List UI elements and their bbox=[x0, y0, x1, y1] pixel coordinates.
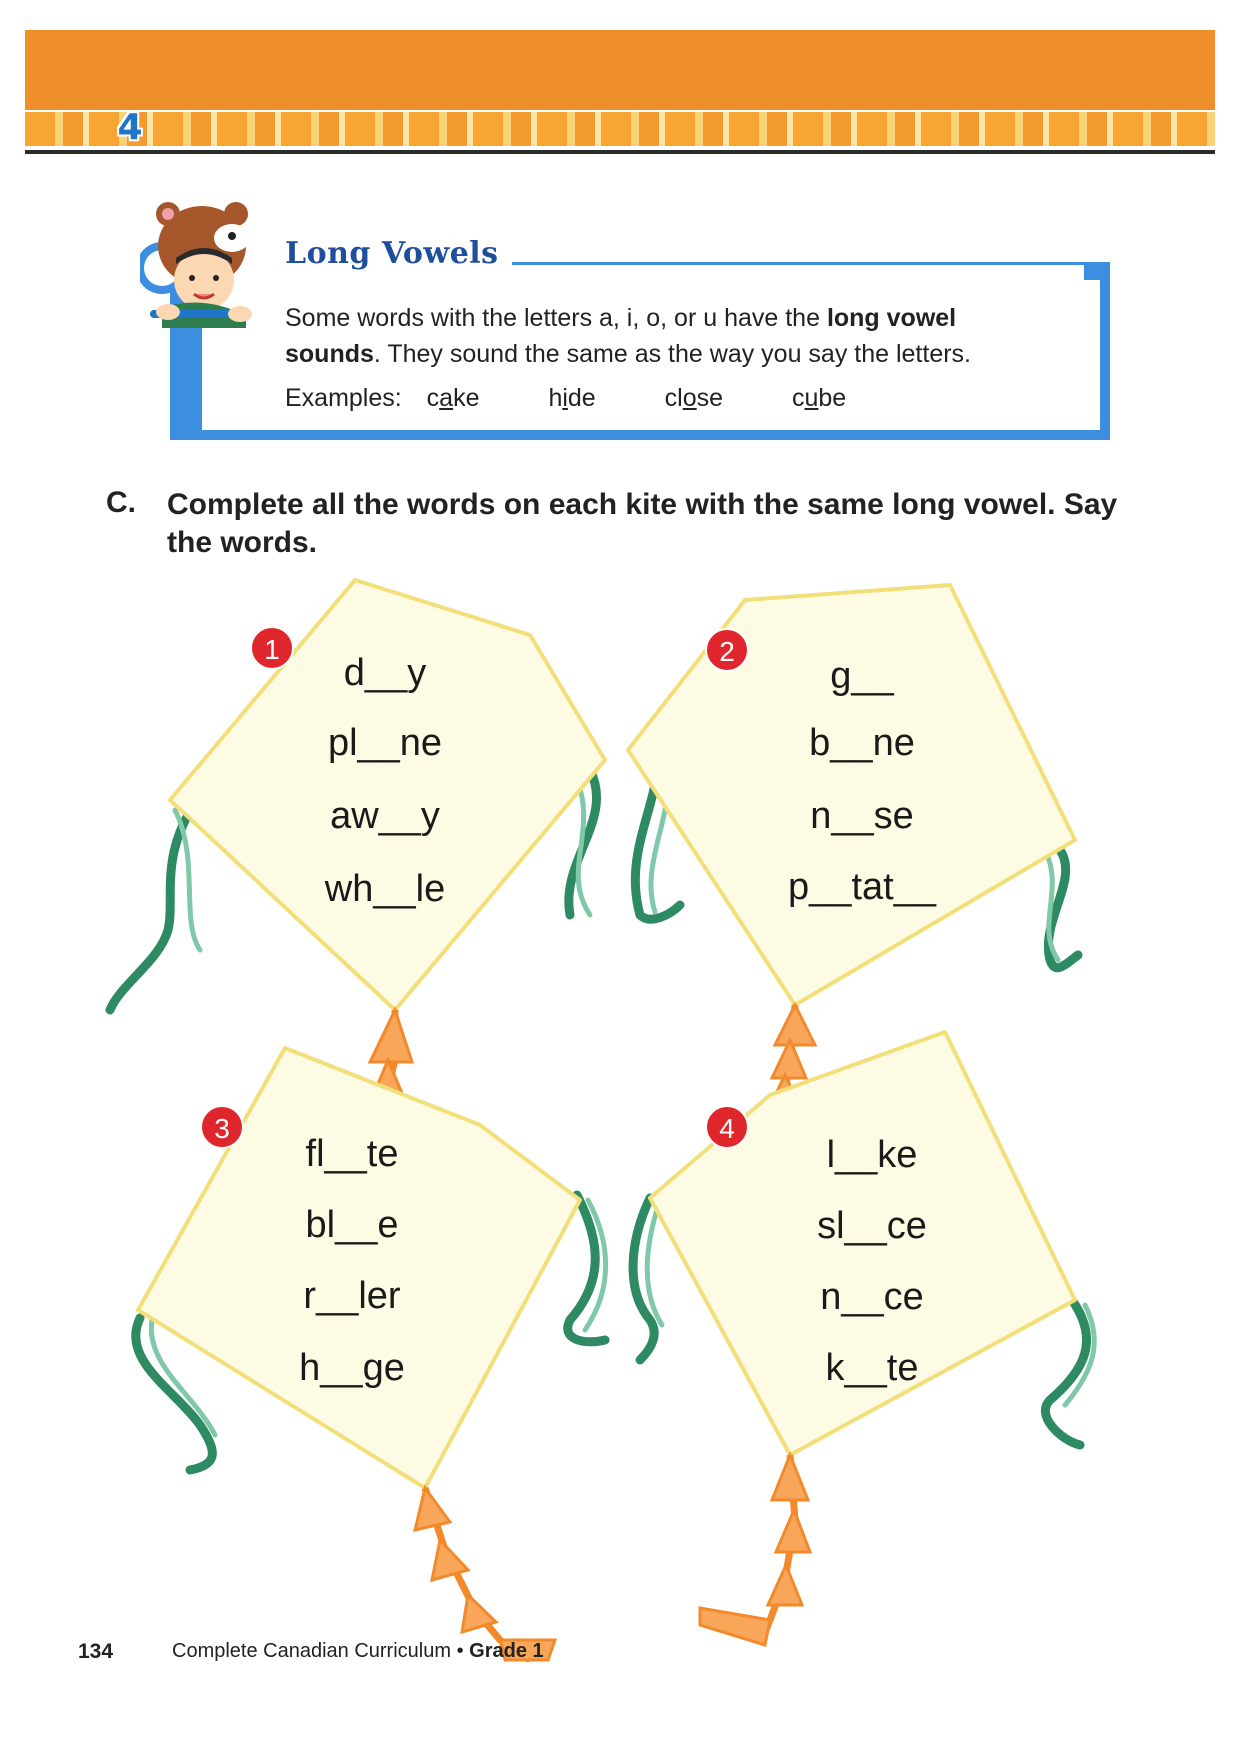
example-word: close bbox=[664, 384, 724, 412]
kite-1-word: d__y bbox=[343, 652, 427, 694]
kite-4-word: l__ke bbox=[826, 1134, 918, 1176]
kite-4-word: sl__ce bbox=[817, 1205, 927, 1247]
kite-3-badge bbox=[201, 1106, 243, 1148]
kite-2-badge bbox=[706, 629, 748, 671]
kite-4-word: n__ce bbox=[820, 1276, 924, 1318]
kite-2-word: g__ bbox=[830, 655, 894, 697]
info-text-bold: long vowel sounds bbox=[285, 304, 957, 368]
unit-number: 4 bbox=[117, 107, 143, 148]
kite-3-word: h__ge bbox=[299, 1347, 405, 1389]
kite-1-word: pl__ne bbox=[327, 722, 443, 764]
info-text-part: Some words with the letters a, i, o, or u have the bbox=[285, 304, 827, 332]
footer-text bbox=[172, 1640, 544, 1663]
instruction-letter: C. bbox=[106, 486, 136, 519]
instruction-text: Complete all the words on each kite with the same long vowel. Say the words. bbox=[167, 488, 1118, 559]
kite-3-word: bl__e bbox=[305, 1204, 399, 1246]
kite-3-word: fl__te bbox=[305, 1133, 399, 1175]
info-text-part: . They sound the same as the way you say the letters. bbox=[373, 340, 971, 368]
example-word: hide bbox=[548, 384, 596, 412]
page-number: 134 bbox=[78, 1640, 114, 1663]
kite-4-word: k__te bbox=[825, 1347, 919, 1389]
examples-label: Examples: bbox=[285, 384, 402, 412]
kite-2-word: b__ne bbox=[809, 722, 915, 764]
kite-1-badge bbox=[251, 627, 293, 669]
kite-1-word: wh__le bbox=[324, 868, 446, 910]
info-title: Long Vowels bbox=[285, 236, 499, 271]
grade-label: Grade 1 bbox=[469, 1640, 544, 1662]
kite-3-tail bbox=[415, 1488, 555, 1660]
kite-1-number: 1 bbox=[264, 634, 280, 665]
kite-4-number: 4 bbox=[719, 1113, 735, 1144]
kite-3-number: 3 bbox=[214, 1113, 230, 1144]
footer-separator: • bbox=[451, 1640, 470, 1662]
example-word: cube bbox=[792, 384, 847, 412]
book-title: Complete Canadian Curriculum bbox=[172, 1640, 452, 1662]
kite-4-badge bbox=[706, 1106, 748, 1148]
kite-3-word: r__ler bbox=[303, 1275, 401, 1317]
kite-4-tail bbox=[700, 1455, 810, 1645]
kite-1-word: aw__y bbox=[330, 795, 440, 837]
kite-2-word: p__tat__ bbox=[788, 866, 936, 908]
example-word: cake bbox=[426, 384, 480, 412]
kite-2-word: n__se bbox=[810, 795, 914, 837]
kite-2-number: 2 bbox=[719, 636, 735, 667]
